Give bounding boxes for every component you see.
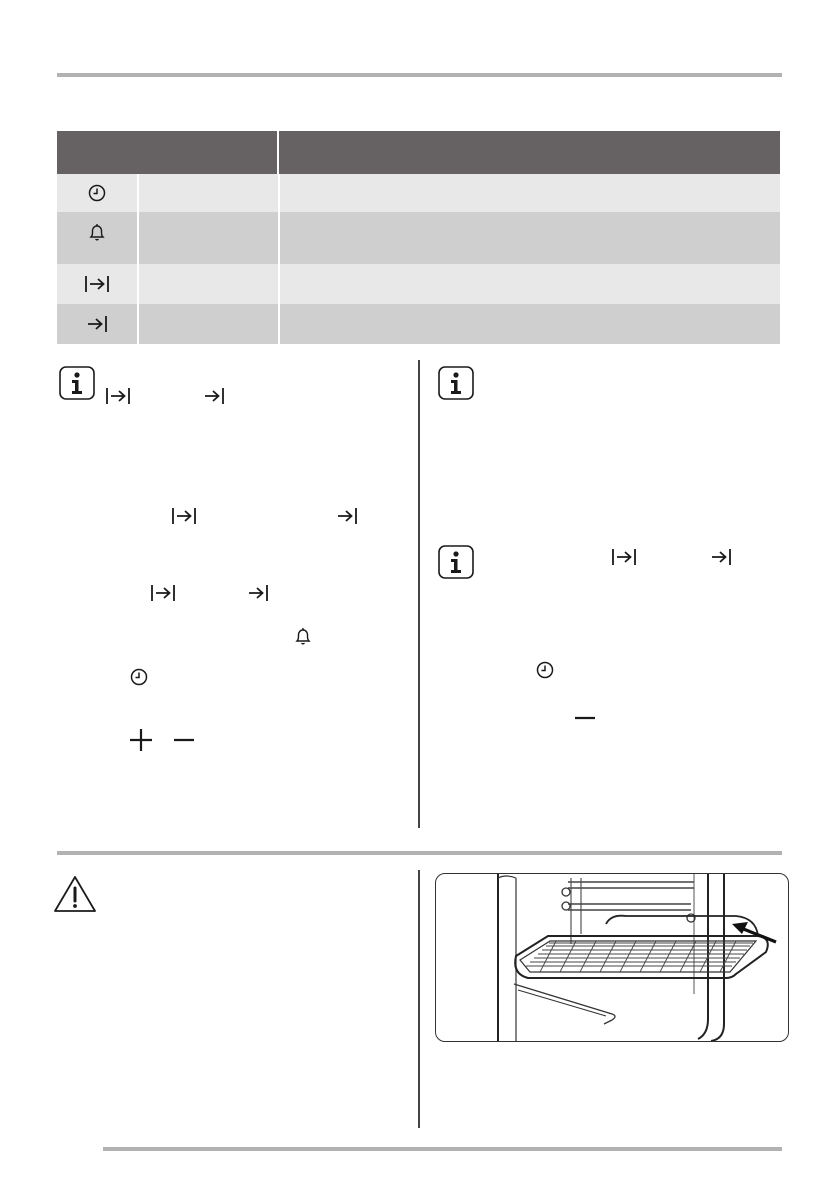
duration-icon: [610, 547, 638, 572]
top-divider: [57, 73, 782, 77]
duration-icon: [104, 386, 132, 411]
table-row-duration: [57, 264, 780, 304]
table-row-clock: [57, 174, 780, 212]
table-cell-description: [280, 304, 780, 344]
end-time-icon: [202, 386, 226, 411]
end-time-icon: [335, 506, 359, 531]
bottom-divider: [103, 1147, 782, 1151]
table-cell-description: [280, 212, 780, 264]
bell-icon: [57, 212, 137, 264]
info-icon: [59, 366, 95, 405]
section-divider: [57, 851, 782, 855]
table-cell-name: [137, 304, 280, 344]
minus-icon: [172, 727, 196, 758]
oven-shelf-insertion-illustration: [435, 873, 789, 1042]
table-cell-description: [280, 174, 780, 212]
info-icon: [438, 366, 474, 405]
table-cell-name: [137, 264, 280, 304]
clock-icon: [129, 667, 149, 692]
clock-icon: [57, 174, 137, 212]
table-row-bell: [57, 212, 780, 264]
bell-icon: [293, 626, 313, 653]
table-cell-description: [280, 264, 780, 304]
minus-icon: [573, 705, 597, 736]
end-time-icon: [246, 583, 270, 608]
clock-icon: [535, 660, 555, 685]
end-time-icon: [57, 304, 137, 344]
plus-icon: [128, 727, 154, 758]
table-row-end-time: [57, 304, 780, 344]
duration-icon: [57, 264, 137, 304]
info-icon: [438, 545, 474, 584]
table-cell-name: [137, 212, 280, 264]
table-header-function: [57, 131, 279, 174]
table-header-description: [279, 131, 780, 174]
end-time-icon: [709, 547, 733, 572]
table-header: [57, 131, 780, 174]
duration-icon: [170, 506, 198, 531]
duration-icon: [149, 583, 177, 608]
column-divider: [418, 360, 420, 828]
warning-triangle-icon: [52, 874, 98, 919]
functions-table: [57, 131, 780, 344]
table-cell-name: [137, 174, 280, 212]
column-divider-lower: [418, 870, 420, 1128]
